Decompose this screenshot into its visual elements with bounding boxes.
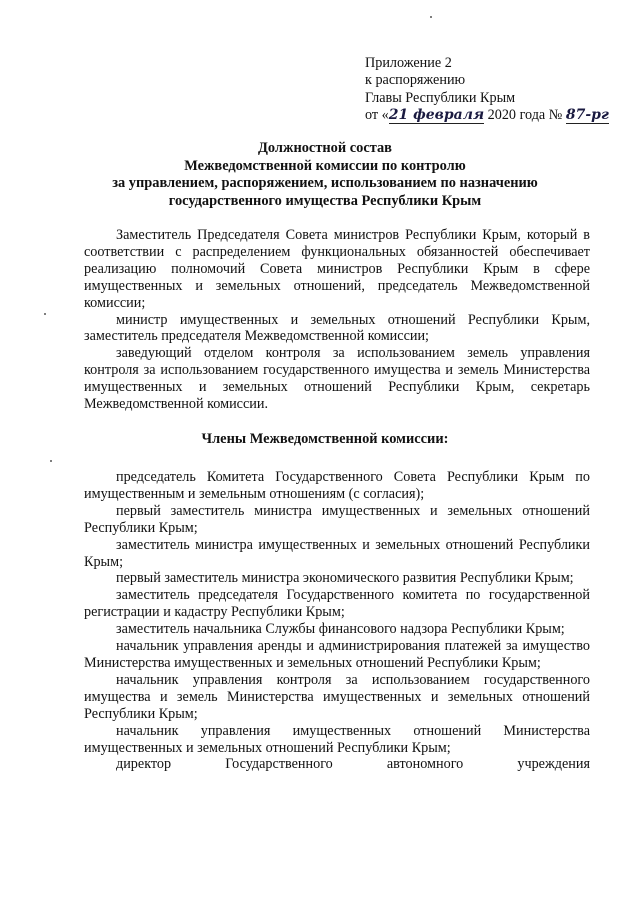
leadership-paragraph: заведующий отделом контроля за использованием земель управления контроля за использованием государственного имущества и земель Министерства имущественных и земельных отношений Республики Крым, секретарь Межведомственной комиссии. — [84, 345, 590, 413]
title-line-2: Межведомственной комиссии по контролю — [184, 157, 466, 174]
title-line-1: Должностной состав — [258, 140, 392, 156]
date-suffix: 2020 года № — [484, 106, 566, 123]
member-paragraph: заместитель начальника Службы финансового надзора Республики Крым; — [116, 621, 565, 638]
title-line-3: за управлением, распоряжением, использованием по назначению — [112, 175, 538, 191]
leadership-paragraph: министр имущественных и земельных отношений Республики Крым, заместитель председателя Межведомственной комиссии; — [84, 311, 590, 345]
appendix-line-2: к распоряжению — [365, 72, 466, 89]
appendix-date-line — [365, 107, 635, 124]
document-title — [60, 140, 590, 210]
handwritten-number: 87-рг — [565, 106, 609, 123]
scan-speck — [44, 313, 46, 315]
scan-speck — [430, 16, 432, 18]
member-paragraph: председатель Комитета Государственного Совета Республики Крым по имущественным и земельным отношениям (с согласия); — [84, 469, 590, 502]
leadership-section — [84, 227, 590, 413]
date-prefix: от « — [365, 106, 389, 123]
member-paragraph: заместитель председателя Государственного комитета по государственной регистрации и кадастру Республики Крым; — [84, 587, 590, 621]
member-paragraph: заместитель министра имущественных и земельных отношений Республики Крым; — [84, 536, 590, 570]
member-paragraph: директор Государственного автономного учреждения — [116, 756, 590, 773]
appendix-line-3: Главы Республики Крым — [365, 89, 516, 106]
member-paragraph: первый заместитель министра экономического развития Республики Крым; — [116, 570, 574, 587]
appendix-line-1: Приложение 2 — [365, 55, 452, 71]
member-paragraph: начальник управления контроля за использованием государственного имущества и земель Министерства имущественных и земельных отношений Республики Крым; — [84, 671, 590, 722]
appendix-block — [365, 55, 635, 124]
members-section — [84, 469, 590, 773]
title-line-4: государственного имущества Республики Крым — [168, 192, 482, 209]
leadership-paragraph: Заместитель Председателя Совета министров Республики Крым, который в соответствии с распределением функциональных обязанностей обеспечивает реализацию полномочий Совета министров Республики Крым в сфере имущественных и земельных отношений, председатель Межведомственной комиссии; — [84, 227, 590, 311]
member-paragraph: начальник управления аренды и администрирования платежей за имущество Министерства имущественных и земельных отношений Республики Крым; — [84, 638, 590, 671]
member-paragraph: начальник управления имущественных отношений Министерства имущественных и земельных отношений Республики Крым; — [84, 722, 590, 756]
members-heading: Члены Межведомственной комиссии: — [201, 431, 449, 447]
scan-speck — [50, 460, 52, 462]
handwritten-date: 21 февраля — [388, 106, 485, 123]
member-paragraph: первый заместитель министра имущественных и земельных отношений Республики Крым; — [84, 502, 590, 536]
